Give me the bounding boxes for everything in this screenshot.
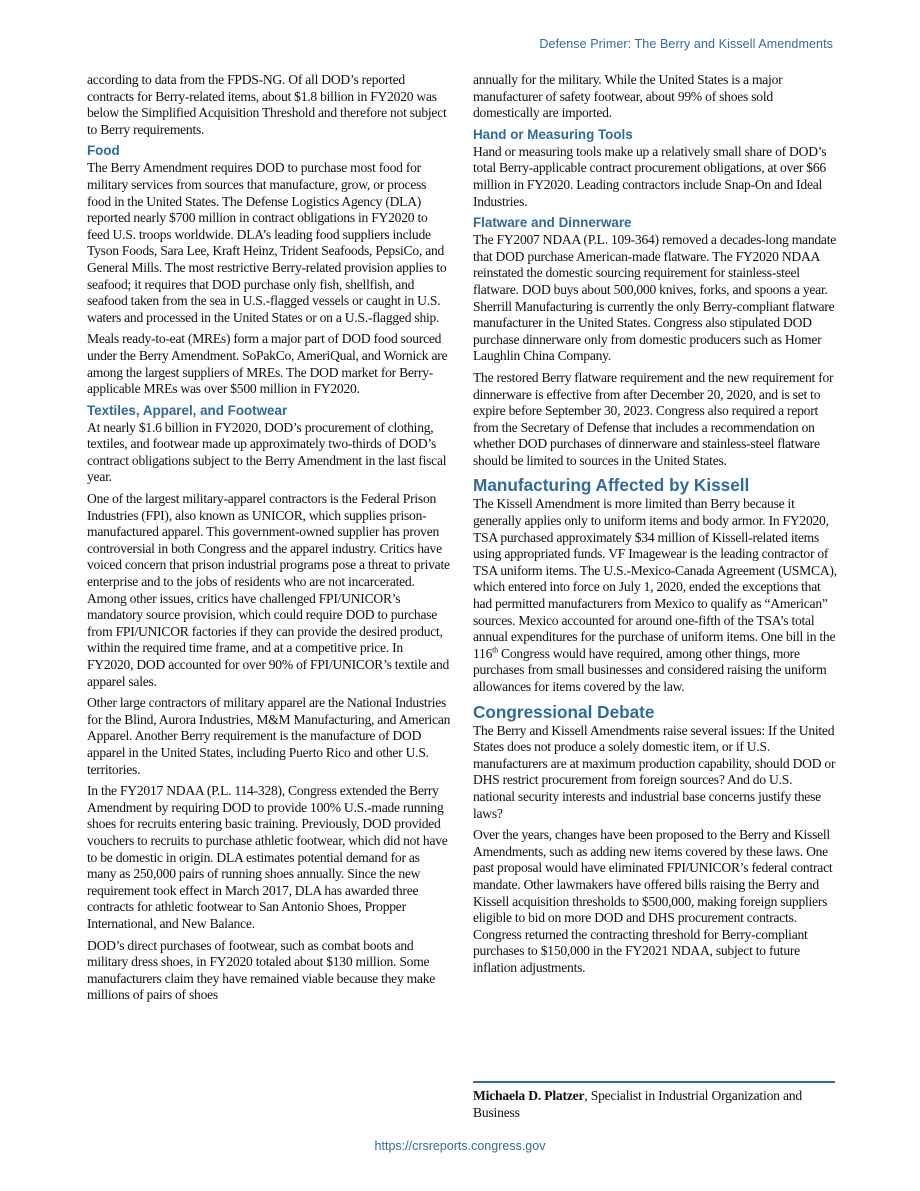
paragraph-debate-2: Over the years, changes have been proposed to the Berry and Kissell Amendments, such as adding new items covered by these laws. One past proposal would have eliminated FPI/UNICOR’s federal contract mandate. Other lawmakers have offered bills raising the Berry and Kissell acquisition thresholds to $500,000, making foreign suppliers eligible to bid on more DOD and DHS procurement contracts. Congress returned the contracting threshold for Berry-compliant purchases to $150,000 in the FY2021 NDAA, subject to future inflation adjustments. [473,827,833,975]
heading-textiles: Textiles, Apparel, and Footwear [87,402,288,418]
paragraph-textiles-4: In the FY2017 NDAA (P.L. 114-328), Congress extended the Berry Amendment by requiring DOD to provide 100% U.S.-made running shoes for recruits entering basic training. Previously, DOD provided vouchers to recruits to purchase athletic footwear, which did not have to be domestic in origin. DLA estimates potential demand for as many as 250,000 pairs of running shoes annually. Since the new requirement took effect in March 2017, DLA has awarded three contracts for athletic footwear to San Antonio Shoes, Propper International, and New Balance. [87,783,448,931]
paragraph-debate-1: The Berry and Kissell Amendments raise several issues: If the United States does not produce a solely domestic item, or if U.S. manufacturers are at maximum production capability, should DOD or DHS restrict procurement from foreign sources? And do U.S. national security interests and industrial base concerns justify these laws? [473,722,836,821]
footer-url-link[interactable]: https://crsreports.congress.gov [374,1139,546,1153]
paragraph-textiles-2: One of the largest military-apparel contractors is the Federal Prison Industries (FPI), also known as UNICOR, which supplies prison-manufactured apparel. This government-owned supplier has proven controversial in both Congress and the apparel industry. Critics have voiced concern that prison industrial programs pose a threat to private enterprise and to the jobs of residents who are not incarcerated. Among other issues, critics have challenged FPI/UNICOR’s mandatory source provision, which could require DOD to purchase from FPI/UNICOR factories if they can provide the desired product, within the required time frame, and at a competitive price. In FY2020, DOD accounted for over 90% of FPI/UNICOR’s textile and apparel sales. [87,491,450,689]
heading-tools: Hand or Measuring Tools [473,126,633,142]
paragraph-flatware-1: The FY2007 NDAA (P.L. 109-364) removed a decades-long mandate that DOD purchase American-made flatware. The FY2020 NDAA reinstated the domestic sourcing requirement for stainless-steel flatware. DOD buys about 500,000 knives, forks, and spoons a year. Sherrill Manufacturing is currently the only Berry-compliant flatware manufacturer in the United States. Congress also stipulated DOD purchase dinnerware only from domestic producers such as Homer Laughlin China Company. [473,232,837,364]
author-block [473,1087,837,1121]
left-column [87,72,451,1004]
paragraph-textiles-1: At nearly $1.6 billion in FY2020, DOD’s procurement of clothing, textiles, and footwear made up approximately two-thirds of DOD’s contract obligations subject to the Berry Amendment in the last fiscal year. [87,419,447,485]
author-name: Michaela D. Platzer [473,1088,585,1103]
paragraph-kissell-part-a: The Kissell Amendment is more limited than Berry because it generally applies only to uniform items and body armor. In FY2020, TSA purchased approximately $34 million of Kissell-related items using appropriated funds. VF Imagewear is the leading contractor of TSA uniform items. The U.S.-Mexico-Canada Agreement (USMCA), which entered into force on July 1, 2020, ended the exceptions that had permitted manufacturers from Mexico to qualify as “American” sources. Mexico accounted for around one-fifth of the TSA’s total annual expenditures for the purchase of uniform items. One bill in the 116 [473,496,837,661]
paragraph-kissell-part-b: Congress would have required, among other things, more purchases from small businesses and considered raising the uniform allowances for items covered by the law. [473,645,827,694]
heading-food: Food [87,143,120,159]
right-column [473,72,837,982]
paragraph-footwear-continued: annually for the military. While the United States is a major manufacturer of safety footwear, about 99% of shoes sold domestically are imported. [473,72,783,121]
paragraph-tools: Hand or measuring tools make up a relatively small share of DOD’s total Berry-applicable contract procurement obligations, at over $66 million in FY2020. Leading contractors include Snap-On and Ideal Industries. [473,143,827,209]
paragraph-intro: according to data from the FPDS-NG. Of all DOD’s reported contracts for Berry-related items, about $1.8 billion in FY2020 was below the Simplified Acquisition Threshold and therefore not subject to Berry requirements. [87,72,447,137]
running-head-title: Defense Primer: The Berry and Kissell Amendments [539,37,833,51]
paragraph-kissell [473,496,837,695]
paragraph-textiles-5: DOD’s direct purchases of footwear, such as combat boots and military dress shoes, in FY2020 totaled about $130 million. Some manufacturers claim they have remained viable because they make millions of pairs of shoes [87,937,436,1003]
paragraph-textiles-3: Other large contractors of military apparel are the National Industries for the Blind, Aurora Industries, M&M Manufacturing, and American Apparel. Another Berry requirement is the manufacture of DOD apparel in the United States, including Puerto Rico and other U.S. territories. [87,695,451,777]
heading-debate: Congressional Debate [473,701,655,722]
author-title: , Specialist in Industrial Organization and Business [473,1088,802,1120]
paragraph-food-2: Meals ready-to-eat (MREs) form a major part of DOD food sourced under the Berry Amendment. SoPakCo, AmeriQual, and Wornick are among the largest suppliers of MREs. The DOD market for Berry-applicable MREs was over $500 million in FY2020. [87,331,448,397]
ordinal-superscript: th [492,645,498,655]
heading-kissell: Manufacturing Affected by Kissell [473,475,750,496]
paragraph-food-1: The Berry Amendment requires DOD to purchase most food for military services from sources that manufacture, grow, or process food in the United States. The Defense Logistics Agency (DLA) reported nearly $700 million in contract obligations in FY2020 to feed U.S. troops worldwide. DLA’s leading food suppliers include Tyson Foods, Sara Lee, Kraft Heinz, Trident Seafoods, PepsiCo, and General Mills. The most restrictive Berry-related provision applies to seafood; it requires that DOD purchase only fish, shellfish, and seafood taken from the sea in U.S.-flagged vessels or caught in U.S. waters and processed in the United States or on a U.S.-flagged ship. [87,160,447,325]
heading-flatware: Flatware and Dinnerware [473,215,632,231]
paragraph-flatware-2: The restored Berry flatware requirement and the new requirement for dinnerware is effective from after December 20, 2020, and is set to expire before September 30, 2023. Congress also required a report from the Secretary of Defense that includes a recommendation on whether DOD purchases of dinnerware and stainless-steel flatware should be limited to sources in the United States. [473,369,834,468]
author-divider [473,1081,835,1083]
